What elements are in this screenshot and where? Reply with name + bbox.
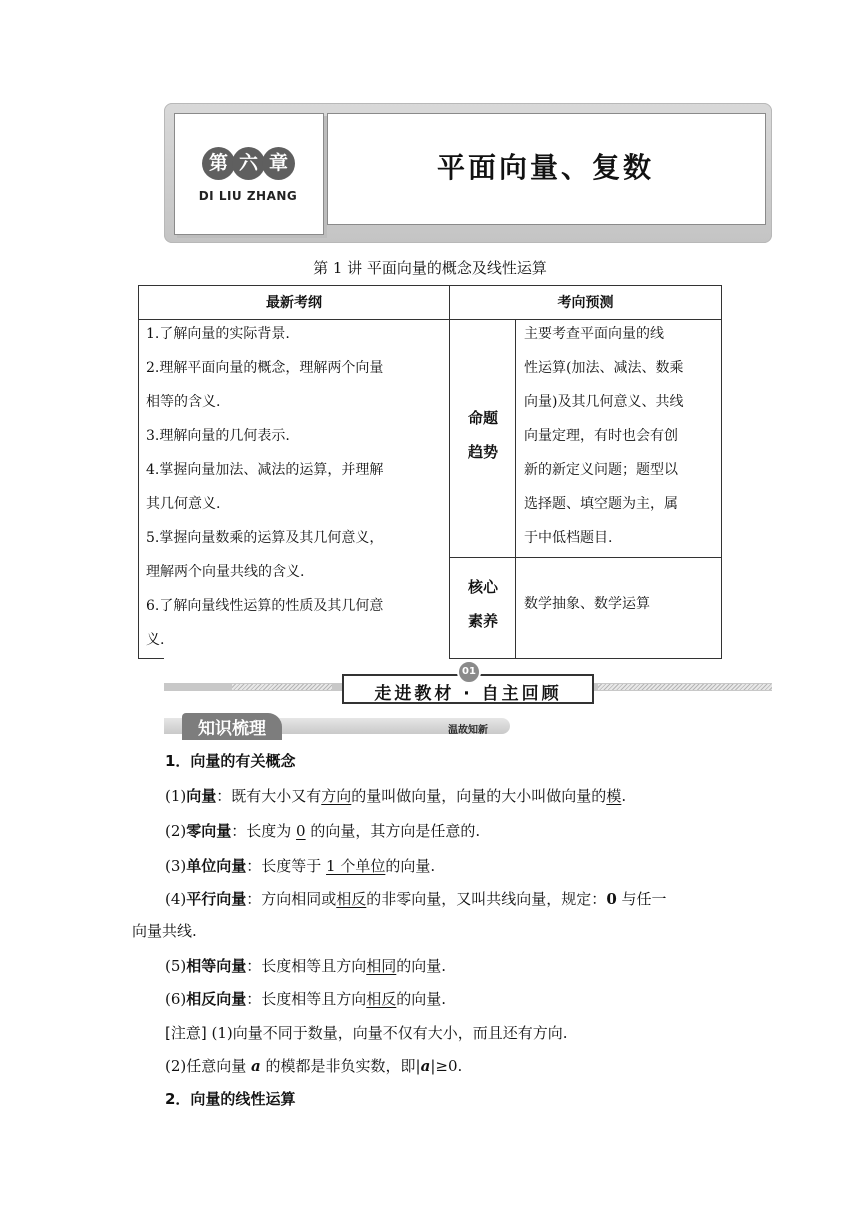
vector-symbol: a xyxy=(251,1057,261,1075)
fill-answer: 1 个单位 xyxy=(326,857,386,875)
trend-line: 向量定理，有时也会有创 xyxy=(524,428,678,444)
syllabus-line: 义. xyxy=(146,632,165,648)
syllabus-line: 理解两个向量共线的含义. xyxy=(146,564,305,580)
term: 相等向量 xyxy=(186,957,247,975)
fill-answer: 相反 xyxy=(336,890,367,908)
section-title: 走进教材 · 自主回顾 xyxy=(374,684,562,704)
text: (1)向量不同于数量，向量不仅有大小，而且还有方向. xyxy=(206,1024,568,1042)
zero-vector-symbol: 0 xyxy=(606,890,617,908)
text: ：长度相等且方向 xyxy=(246,990,367,1008)
paragraph-vector xyxy=(165,785,626,806)
heading-linear-operations: 2．向量的线性运算 xyxy=(165,1090,296,1108)
trend-line: 选择题、填空题为主，属 xyxy=(524,496,678,512)
section-number-badge: 01 xyxy=(457,660,481,684)
trend-line: 向量)及其几何意义、共线 xyxy=(524,394,684,410)
chapter-title: 平面向量、复数 xyxy=(436,151,654,184)
core-label xyxy=(451,570,515,638)
core-text xyxy=(524,587,650,621)
trend-line: 新的新定义问题；题型以 xyxy=(524,462,678,478)
item-number: (3) xyxy=(165,857,187,875)
fill-answer: 模 xyxy=(606,787,622,805)
chapter-seal-char: 章 xyxy=(262,147,295,180)
chapter-seal-char: 第 xyxy=(202,147,235,180)
text: 的向量. xyxy=(396,957,447,975)
syllabus-line: 其几何意义. xyxy=(146,496,221,512)
paragraph-zero-vector xyxy=(165,820,480,841)
item-number: (4) xyxy=(165,890,187,908)
core-label-line: 素养 xyxy=(467,612,498,630)
paragraph-parallel-vector xyxy=(165,888,667,909)
item-number: (2) xyxy=(165,822,187,840)
item-number: (5) xyxy=(165,957,187,975)
table-border xyxy=(721,285,722,659)
trend-list xyxy=(524,317,683,555)
syllabus-line: 3.理解向量的几何表示. xyxy=(146,428,290,444)
lesson-title: 第 1 讲 平面向量的概念及线性运算 xyxy=(313,259,547,277)
trend-line: 性运算(加法、减法、数乘 xyxy=(524,360,684,376)
trend-line: 于中低档题目. xyxy=(524,530,613,546)
syllabus-line: 6.了解向量线性运算的性质及其几何意 xyxy=(146,598,384,614)
trend-label xyxy=(451,401,515,469)
vector-symbol: a xyxy=(420,1057,431,1075)
table-border xyxy=(138,285,139,659)
note-tag: [注意] xyxy=(165,1024,207,1042)
trend-label-line: 命题 xyxy=(467,409,498,427)
trend-label-line: 趋势 xyxy=(467,443,498,461)
table-header-trend: 考向预测 xyxy=(557,295,614,311)
text: |≥0. xyxy=(430,1057,463,1075)
text: 与任一 xyxy=(616,890,667,908)
chapter-seal-char: 六 xyxy=(232,147,265,180)
syllabus-list xyxy=(146,317,383,657)
syllabus-line: 1.了解向量的实际背景. xyxy=(146,326,290,342)
table-border xyxy=(449,658,722,659)
term: 向量 xyxy=(186,787,217,805)
chapter-pinyin: DI LIU ZHANG xyxy=(198,189,298,203)
term: 相反向量 xyxy=(186,990,247,1008)
fill-answer: 相同 xyxy=(366,957,397,975)
knowledge-subtitle: 温故知新 xyxy=(448,725,488,736)
core-label-line: 核心 xyxy=(467,578,498,596)
text: 的向量，其方向是任意的. xyxy=(305,822,481,840)
text: (2)任意向量 xyxy=(165,1057,252,1075)
text: 的模都是非负实数，即| xyxy=(260,1057,421,1075)
text: ：方向相同或 xyxy=(246,890,337,908)
text: . xyxy=(621,787,627,805)
heading-concepts: 1．向量的有关概念 xyxy=(165,752,296,770)
table-header-syllabus: 最新考纲 xyxy=(266,295,322,311)
term: 零向量 xyxy=(186,822,232,840)
table-border xyxy=(515,319,516,659)
table-border xyxy=(449,285,450,659)
term: 平行向量 xyxy=(186,890,247,908)
paragraph-equal-vector xyxy=(165,955,446,976)
fill-answer: 方向 xyxy=(321,787,352,805)
chapter-seal xyxy=(202,147,294,181)
syllabus-line: 4.掌握向量加法、减法的运算，并理解 xyxy=(146,462,384,478)
table-border xyxy=(138,285,722,286)
paragraph-parallel-vector-cont: 向量共线. xyxy=(132,922,197,940)
text: ：长度等于 xyxy=(246,857,327,875)
syllabus-line: 5.掌握向量数乘的运算及其几何意义， xyxy=(146,530,384,546)
term: 单位向量 xyxy=(186,857,247,875)
trend-line: 主要考查平面向量的线 xyxy=(524,326,664,342)
text: ：长度相等且方向 xyxy=(246,957,367,975)
fill-answer: 相反 xyxy=(366,990,397,1008)
item-number: (1) xyxy=(165,787,187,805)
section-divider-hatch xyxy=(598,684,772,690)
fill-answer: 0 xyxy=(296,822,306,840)
text: 的向量. xyxy=(385,857,436,875)
knowledge-tab-label: 知识梳理 xyxy=(198,719,266,739)
paragraph-unit-vector xyxy=(165,855,435,876)
table-border xyxy=(449,557,722,558)
text: 的量叫做向量，向量的大小叫做向量的 xyxy=(351,787,607,805)
syllabus-line: 相等的含义. xyxy=(146,394,221,410)
syllabus-line: 2.理解平面向量的概念，理解两个向量 xyxy=(146,360,384,376)
text: ：长度为 xyxy=(231,822,297,840)
table-border xyxy=(138,658,164,659)
text: 的非零向量，又叫共线向量，规定： xyxy=(366,890,607,908)
core-text-line: 数学抽象、数学运算 xyxy=(524,596,650,612)
note-2 xyxy=(165,1055,462,1076)
text: 的向量. xyxy=(396,990,447,1008)
item-number: (6) xyxy=(165,990,187,1008)
paragraph-opposite-vector xyxy=(165,988,446,1009)
note-1 xyxy=(165,1022,568,1043)
section-divider-hatch xyxy=(232,684,332,690)
text: ：既有大小又有 xyxy=(216,787,322,805)
